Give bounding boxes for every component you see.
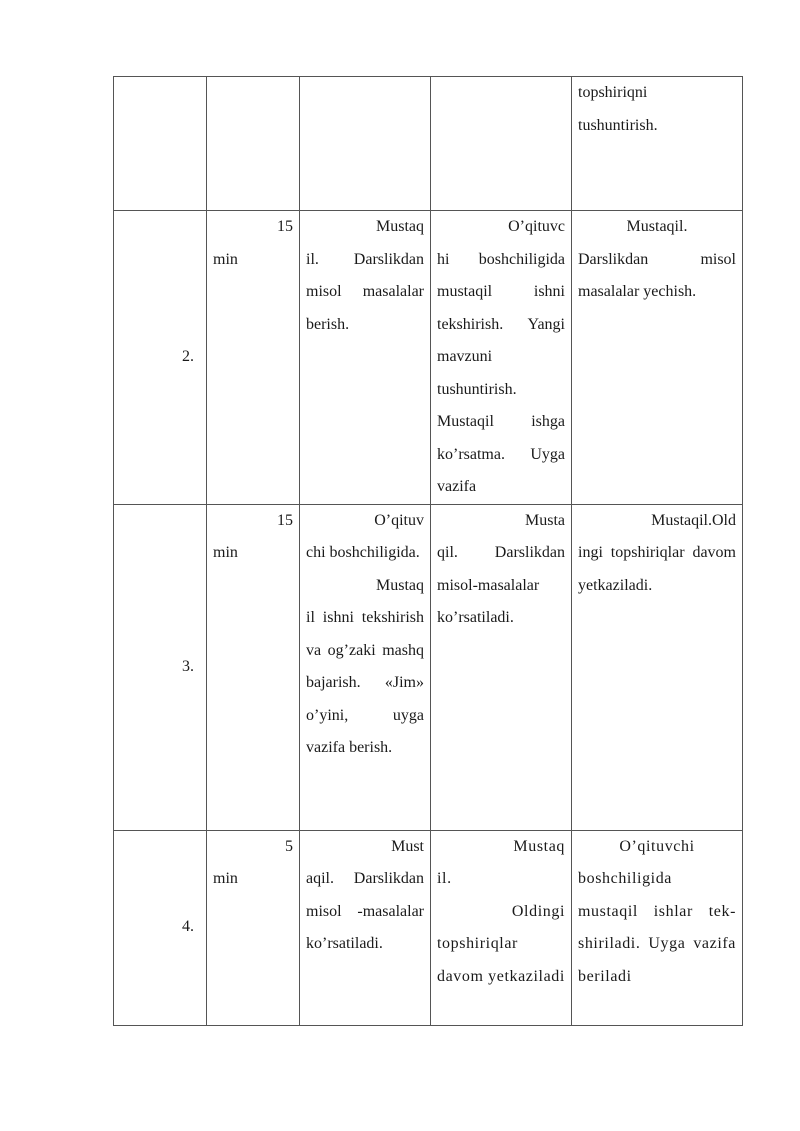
col5-cell bbox=[572, 77, 743, 211]
lesson-table bbox=[113, 76, 743, 1026]
time-unit: min bbox=[213, 544, 238, 561]
cell-text: ingi topshiriqlar davom yetkaziladi. bbox=[578, 544, 736, 594]
cell-text: tushuntirish. bbox=[578, 116, 658, 134]
cell-text: Mustaq bbox=[376, 218, 424, 235]
col3-cell bbox=[300, 830, 431, 1025]
col4-cell bbox=[431, 504, 572, 830]
cell-text: topshiriqni bbox=[578, 84, 648, 101]
row-number-cell bbox=[114, 211, 207, 505]
table-row bbox=[114, 830, 743, 1025]
cell-text: O’qituvc bbox=[508, 218, 565, 235]
time-cell bbox=[207, 504, 300, 830]
table-row bbox=[114, 211, 743, 505]
time-unit: min bbox=[213, 250, 238, 268]
col4-cell bbox=[431, 211, 572, 505]
time-value: 5 bbox=[285, 837, 293, 855]
cell-text: Oldingi bbox=[511, 902, 565, 920]
time-cell bbox=[207, 830, 300, 1025]
cell-text: O’qituvchi bbox=[619, 837, 695, 855]
time-unit: min bbox=[213, 870, 238, 887]
time-value: 15 bbox=[277, 218, 293, 235]
col4-cell bbox=[431, 830, 572, 1025]
cell-text: il. Darslikdan misol masalalar berish. bbox=[306, 250, 424, 333]
row-number: 4. bbox=[182, 918, 194, 936]
cell-text: hi boshchiligida mustaqil ishni tekshirish. Yangi mavzuni tushuntirish. Mustaqil ishga ko’rsatma. Uyga vazifa bbox=[437, 250, 565, 495]
cell-text: Mustaqil. bbox=[626, 218, 688, 235]
cell-text: il ishni tekshirish va og’zaki mashq bajarish. «Jim» o’yini, uyga vazifa berish. bbox=[306, 609, 424, 756]
row-number-cell bbox=[114, 504, 207, 830]
row-number: 3. bbox=[182, 657, 194, 675]
cell-text: chi boshchiligida. bbox=[306, 544, 420, 561]
col3-cell bbox=[300, 211, 431, 505]
row-number-cell bbox=[114, 77, 207, 211]
col5-cell bbox=[572, 211, 743, 505]
cell-text: aqil. Darslikdan misol -masalalar ko’rsatiladi. bbox=[306, 870, 424, 952]
table-row bbox=[114, 77, 743, 211]
col4-cell bbox=[431, 77, 572, 211]
time-cell bbox=[207, 77, 300, 211]
row-number: 2. bbox=[182, 348, 194, 365]
cell-text: Must bbox=[391, 837, 424, 855]
cell-text: topshiriqlar davom yetkaziladi bbox=[437, 935, 565, 985]
col3-cell bbox=[300, 77, 431, 211]
cell-text: Mustaqil.Old bbox=[651, 511, 736, 529]
col5-cell bbox=[572, 830, 743, 1025]
cell-text: O’qituv bbox=[374, 511, 424, 529]
cell-text: Darslikdan misol masalalar yechish. bbox=[578, 250, 736, 300]
cell-text: Mustaq bbox=[513, 837, 565, 855]
table-row bbox=[114, 504, 743, 830]
time-cell bbox=[207, 211, 300, 505]
cell-text: Musta bbox=[525, 511, 565, 529]
cell-text: boshchiligida mustaqil ishlar tek-shiriladi. Uyga vazifa beriladi bbox=[578, 870, 736, 985]
row-number-cell bbox=[114, 830, 207, 1025]
col3-cell bbox=[300, 504, 431, 830]
col5-cell bbox=[572, 504, 743, 830]
cell-text: qil. Darslikdan misol-masalalar ko’rsatiladi. bbox=[437, 544, 565, 626]
time-value: 15 bbox=[277, 511, 293, 529]
cell-text: il. bbox=[437, 870, 452, 887]
cell-text: Mustaq bbox=[376, 576, 424, 594]
